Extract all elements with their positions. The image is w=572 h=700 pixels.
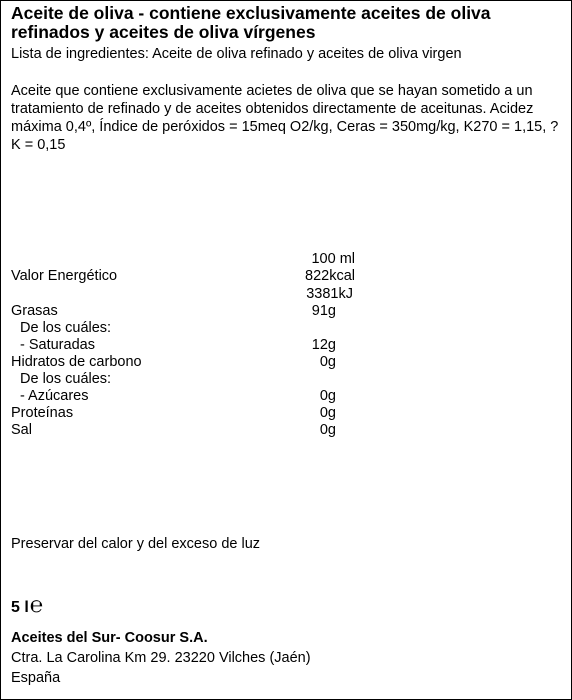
- estimated-sign-icon: ℮: [29, 592, 43, 617]
- nutrition-row-carbohydrates: [11, 353, 371, 371]
- ingredients-list: Lista de ingredientes: Aceite de oliva refinado y aceites de oliva virgen: [11, 46, 462, 62]
- nutrition-row-carb-of-which: [11, 370, 371, 388]
- nutrition-label: Valor Energético: [11, 268, 118, 284]
- nutrition-label: Proteínas: [11, 405, 74, 421]
- nutrition-row-salt: [11, 421, 371, 439]
- nutrition-value: 91g: [311, 303, 336, 319]
- product-description: Aceite que contiene exclusivamente acietes de oliva que se hayan sometido a un tratamiento de refinado y de aceites obtenidos directamente de aceitunas. Acidez máxima 0,4º, Índice de peróxidos = 15meq O2/kg, Ceras = 350mg/kg, K270 = 1,15, ?K = 0,15: [11, 83, 559, 153]
- product-title: Aceite de oliva - contiene exclusivamente aceites de oliva refinados y aceites de oliva vírgenes: [11, 3, 491, 42]
- nutrition-value: 0g: [319, 405, 336, 421]
- company-country: España: [11, 670, 61, 686]
- nutrition-value: 3381kJ: [306, 286, 353, 302]
- nutrition-row-energy-kj: [11, 285, 371, 303]
- nutrition-label: - Saturadas: [20, 337, 95, 353]
- nutrition-label: De los cuáles:: [20, 320, 112, 336]
- storage-instructions: Preservar del calor y del exceso de luz: [11, 536, 261, 552]
- company-name: Aceites del Sur- Coosur S.A.: [11, 630, 208, 646]
- nutrition-label: Hidratos de carbono: [11, 354, 142, 370]
- nutrition-row-energy: [11, 267, 371, 285]
- nutrition-label: De los cuáles:: [20, 371, 112, 387]
- nutrition-header: 100 ml: [311, 251, 355, 267]
- nutrition-row-saturated: [11, 336, 371, 354]
- nutrition-value: 0g: [319, 388, 336, 404]
- nutrition-row-sugars: [11, 387, 371, 405]
- nutrition-label: Sal: [11, 422, 32, 438]
- nutrition-value: 822kcal: [305, 268, 355, 284]
- nutrition-row-fat-of-which: [11, 319, 371, 337]
- nutrition-label: Grasas: [11, 303, 58, 319]
- net-volume: [11, 592, 43, 618]
- nutrition-row-protein: [11, 404, 371, 422]
- nutrition-header-row: [11, 250, 371, 268]
- volume-amount: 5 l: [11, 599, 29, 616]
- nutrition-value: 12g: [311, 337, 336, 353]
- nutrition-value: 0g: [319, 354, 336, 370]
- nutrition-label: - Azúcares: [20, 388, 89, 404]
- nutrition-row-fat: [11, 302, 371, 320]
- nutrition-value: 0g: [319, 422, 336, 438]
- company-address: Ctra. La Carolina Km 29. 23220 Vilches (Jaén): [11, 650, 311, 666]
